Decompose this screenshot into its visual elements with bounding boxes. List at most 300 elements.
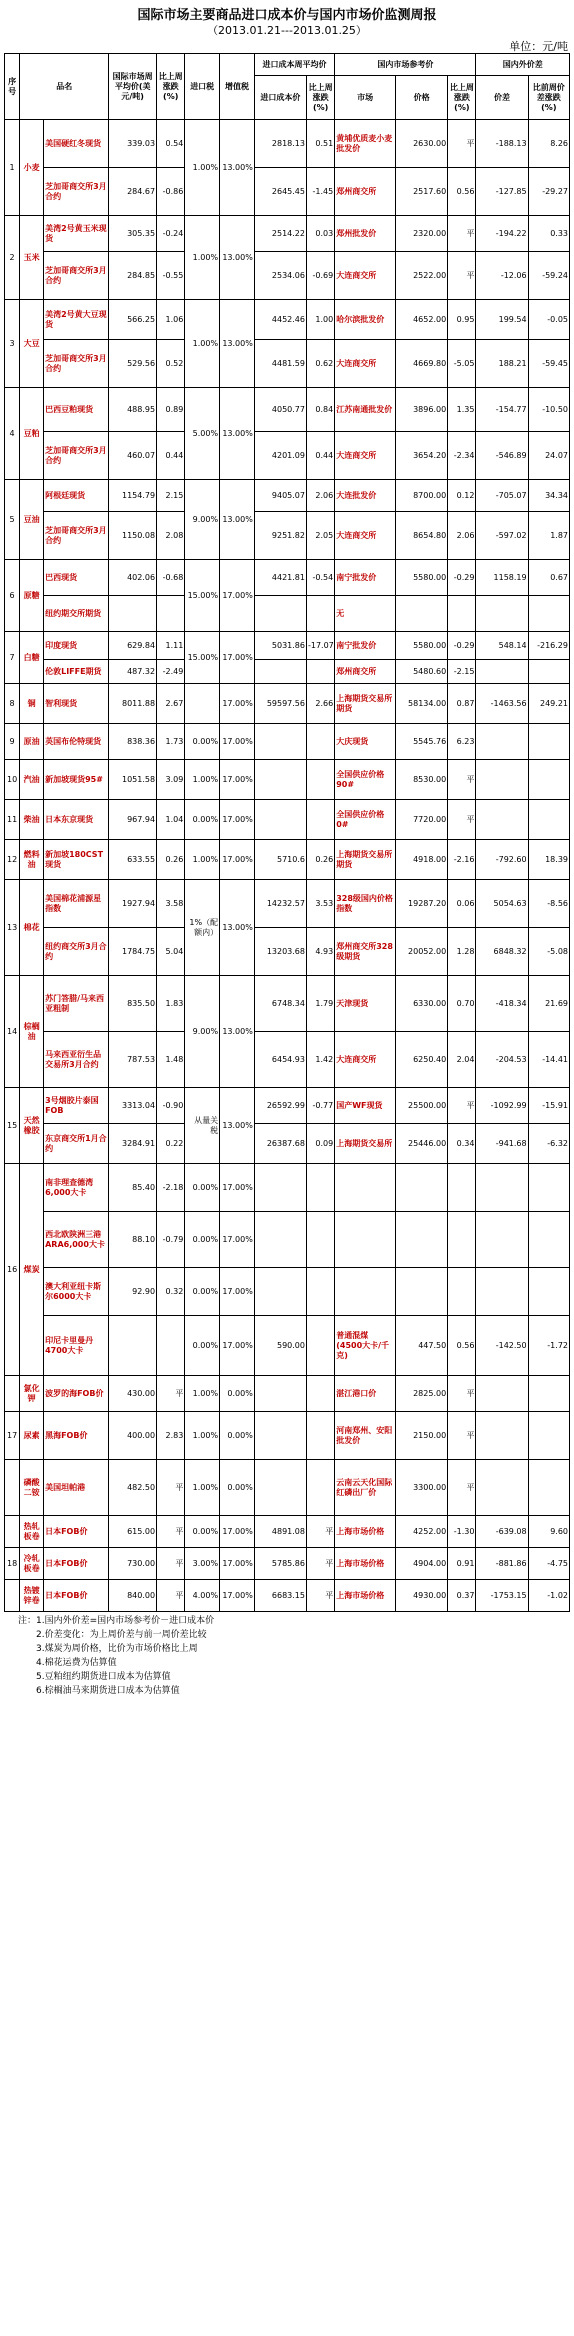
row-intl-change: 2.15 [157,480,185,512]
row-price: 4252.00 [396,1516,448,1548]
row-dom-change: 2.04 [448,1032,476,1088]
row-import-change: 1.42 [306,1032,334,1088]
row-import-change: -17.07 [306,632,334,660]
row-import-change: 0.62 [306,340,334,388]
row-price: 5480.60 [396,660,448,684]
row-tariff: 1.00% [185,216,220,300]
table-body [5,120,570,1612]
row-market: 江苏南通批发价 [335,388,396,432]
row-category: 柴油 [20,800,44,840]
row-tariff: 0.00% [185,724,220,760]
row-intl-price: 488.95 [109,388,157,432]
row-price: 8654.80 [396,512,448,560]
row-intl-change: 2.67 [157,684,185,724]
row-dom-change: -2.16 [448,840,476,880]
row-tariff: 1.00% [185,1376,220,1412]
row-name: 美湾2号黄大豆现货 [44,300,109,340]
row-tariff: 0.00% [185,1316,220,1376]
row-price: 5580.00 [396,632,448,660]
row-intl-price: 566.25 [109,300,157,340]
row-import-change: 0.26 [306,840,334,880]
row-diff: -597.02 [476,512,528,560]
row-vat: 13.00% [220,1088,255,1164]
row-category: 天然橡胶 [20,1088,44,1164]
row-price: 6330.00 [396,976,448,1032]
row-tariff: 0.00% [185,1212,220,1268]
row-name: 芝加哥商交所3月合约 [44,432,109,480]
row-vat: 13.00% [220,120,255,216]
row-diff-change: -1.02 [528,1580,569,1612]
row-intl-change: 2.08 [157,512,185,560]
row-dom-change: -0.29 [448,632,476,660]
row-import-cost [254,800,306,840]
row-price [396,596,448,632]
row-market: 无 [335,596,396,632]
row-dom-change: 6.23 [448,724,476,760]
row-tariff: 15.00% [185,560,220,632]
row-diff: -12.06 [476,252,528,300]
row-intl-change: 0.44 [157,432,185,480]
table-row [5,632,570,660]
table-row [5,1212,570,1268]
row-intl-change: 3.09 [157,760,185,800]
row-vat: 17.00% [220,1212,255,1268]
row-vat: 13.00% [220,976,255,1088]
row-import-change: 2.05 [306,512,334,560]
row-name: 阿根廷现货 [44,480,109,512]
row-price: 2517.60 [396,168,448,216]
row-seq: 4 [5,388,20,480]
row-market: 云南云天化国际红磷出厂价 [335,1460,396,1516]
row-diff-change: -216.29 [528,632,569,660]
unit-label: 单位：元/吨 [509,40,568,53]
row-import-cost [254,724,306,760]
row-intl-change [157,596,185,632]
row-market: 哈尔滨批发价 [335,300,396,340]
row-import-change [306,1316,334,1376]
row-market: 上海期货交易所期货 [335,684,396,724]
row-diff: -881.86 [476,1548,528,1580]
row-price: 4652.00 [396,300,448,340]
row-intl-price: 487.32 [109,660,157,684]
row-intl-change: 3.58 [157,880,185,928]
row-import-change: 平 [306,1516,334,1548]
table-row [5,1460,570,1516]
row-diff-change: -59.45 [528,340,569,388]
row-intl-price: 430.00 [109,1376,157,1412]
row-name: 印尼卡里曼丹4700大卡 [44,1316,109,1376]
row-seq: 1 [5,120,20,216]
row-market: 郑州商交所 [335,168,396,216]
row-diff-change: 0.67 [528,560,569,596]
row-diff: -1463.56 [476,684,528,724]
row-tariff: 9.00% [185,480,220,560]
row-price: 19287.20 [396,880,448,928]
row-market: 大连商交所 [335,432,396,480]
row-dom-change: 1.35 [448,388,476,432]
row-intl-price: 840.00 [109,1580,157,1612]
row-import-cost: 4891.08 [254,1516,306,1548]
row-diff-change: 9.60 [528,1516,569,1548]
row-dom-change: 0.70 [448,976,476,1032]
row-intl-change: -2.18 [157,1164,185,1212]
row-intl-change: -0.86 [157,168,185,216]
row-price: 25500.00 [396,1088,448,1124]
row-diff-change: -8.56 [528,880,569,928]
table-row [5,1412,570,1460]
row-import-change [306,1412,334,1460]
row-intl-price: 835.50 [109,976,157,1032]
row-import-cost: 5785.86 [254,1548,306,1580]
row-import-cost [254,1460,306,1516]
row-market: 328级国内价格指数 [335,880,396,928]
row-intl-price: 88.10 [109,1212,157,1268]
row-diff-change [528,1212,569,1268]
row-category: 燃料油 [20,840,44,880]
row-intl-price: 730.00 [109,1548,157,1580]
row-diff: -154.77 [476,388,528,432]
report-title: 国际市场主要商品进口成本价与国内市场价监测周报 [137,8,437,23]
row-intl-price: 339.03 [109,120,157,168]
row-name: 芝加哥商交所3月合约 [44,252,109,300]
row-vat: 17.00% [220,1268,255,1316]
row-diff [476,660,528,684]
row-import-cost: 9405.07 [254,480,306,512]
row-import-change: -0.77 [306,1088,334,1124]
table-row [5,1088,570,1124]
row-vat: 17.00% [220,1580,255,1612]
row-diff: -194.22 [476,216,528,252]
row-category: 豆粕 [20,388,44,480]
row-diff-change: -15.91 [528,1088,569,1124]
row-diff-change: -10.50 [528,388,569,432]
row-import-cost: 26592.99 [254,1088,306,1124]
row-import-cost [254,1164,306,1212]
table-row [5,1164,570,1212]
row-category: 汽油 [20,760,44,800]
row-price: 20052.00 [396,928,448,976]
row-import-cost [254,1268,306,1316]
row-dom-change: 平 [448,1088,476,1124]
row-dom-change: 平 [448,252,476,300]
row-vat: 0.00% [220,1412,255,1460]
header-intl-price: 国际市场周平均价(美元/吨) [109,54,157,120]
row-import-cost: 4201.09 [254,432,306,480]
row-diff-change [528,660,569,684]
row-name: 芝加哥商交所3月合约 [44,168,109,216]
row-seq [5,1460,20,1516]
row-name: 美国坦帕港 [44,1460,109,1516]
row-dom-change [448,1164,476,1212]
row-diff-change: 24.07 [528,432,569,480]
row-intl-price: 85.40 [109,1164,157,1212]
row-name: 伦敦LIFFE期货 [44,660,109,684]
row-import-cost: 4421.81 [254,560,306,596]
table-row [5,840,570,880]
row-diff-change [528,1376,569,1412]
row-tariff: 0.00% [185,1164,220,1212]
row-vat: 17.00% [220,560,255,632]
row-market: 湛江港口价 [335,1376,396,1412]
row-market: 大连商交所 [335,512,396,560]
row-vat: 17.00% [220,840,255,880]
row-dom-change: 0.91 [448,1548,476,1580]
row-diff-change [528,800,569,840]
row-intl-change: 平 [157,1376,185,1412]
row-import-cost: 590.00 [254,1316,306,1376]
row-import-change: 2.66 [306,684,334,724]
row-market: 大连商交所 [335,1032,396,1088]
row-dom-change: -1.30 [448,1516,476,1548]
row-category: 尿素 [20,1412,44,1460]
row-import-change [306,660,334,684]
header-vat: 增值税 [220,54,255,120]
row-price [396,1212,448,1268]
row-name: 芝加哥商交所3月合约 [44,340,109,388]
row-market: 上海市场价格 [335,1580,396,1612]
row-diff-change: -6.32 [528,1124,569,1164]
row-intl-change: 0.89 [157,388,185,432]
row-name: 波罗的海FOB价 [44,1376,109,1412]
row-intl-change: -0.79 [157,1212,185,1268]
row-price: 3896.00 [396,388,448,432]
row-market: 郑州商交所328级期货 [335,928,396,976]
row-name: 美国棉花浦源星指数 [44,880,109,928]
row-dom-change: 0.06 [448,880,476,928]
price-table [4,53,570,1612]
row-price: 5545.76 [396,724,448,760]
row-import-cost: 2645.45 [254,168,306,216]
header-market: 市场 [335,76,396,120]
row-category: 原糖 [20,560,44,632]
row-name: 新加坡现货95# [44,760,109,800]
row-diff-change [528,760,569,800]
row-market [335,1268,396,1316]
row-name: 芝加哥商交所3月合约 [44,512,109,560]
header-import-group: 进口成本周平均价 [254,54,334,76]
row-diff: 1158.19 [476,560,528,596]
table-row [5,300,570,340]
row-diff: 548.14 [476,632,528,660]
row-intl-change: 1.73 [157,724,185,760]
table-row [5,1580,570,1612]
table-row [5,760,570,800]
table-row [5,660,570,684]
row-name: 南非理查德湾6,000大卡 [44,1164,109,1212]
row-diff: -188.13 [476,120,528,168]
row-category: 白糖 [20,632,44,684]
row-dom-change: 1.28 [448,928,476,976]
header-diff-change: 比前周价差涨跌(%) [528,76,569,120]
row-diff-change: -0.05 [528,300,569,340]
row-market: 大连批发价 [335,480,396,512]
row-intl-price: 8011.88 [109,684,157,724]
row-intl-change: -0.24 [157,216,185,252]
table-row [5,512,570,560]
row-market: 上海市场价格 [335,1516,396,1548]
row-diff-change: 249.21 [528,684,569,724]
row-category: 玉米 [20,216,44,300]
row-intl-price: 1154.79 [109,480,157,512]
row-market: 上海期货交易所期货 [335,840,396,880]
row-intl-price: 1051.58 [109,760,157,800]
row-price: 3300.00 [396,1460,448,1516]
row-market: 全国供应价格0# [335,800,396,840]
row-category: 棉花 [20,880,44,976]
row-import-cost: 4481.59 [254,340,306,388]
row-tariff: 从量关税 [185,1088,220,1164]
row-vat: 13.00% [220,388,255,480]
row-dom-change: 0.12 [448,480,476,512]
row-seq [5,1580,20,1612]
row-category: 磷酸二铵 [20,1460,44,1516]
row-price: 6250.40 [396,1032,448,1088]
header-name: 品名 [20,54,109,120]
row-diff-change: -4.75 [528,1548,569,1580]
row-diff-change [528,596,569,632]
row-vat: 13.00% [220,480,255,560]
row-name: 智利现货 [44,684,109,724]
row-import-cost: 2818.13 [254,120,306,168]
row-import-change: 平 [306,1548,334,1580]
row-market [335,1212,396,1268]
row-intl-change: -0.68 [157,560,185,596]
row-dom-change: 平 [448,760,476,800]
row-seq [5,1516,20,1548]
header-intl-change: 比上周涨跌(%) [157,54,185,120]
row-diff: -546.89 [476,432,528,480]
row-intl-price: 1784.75 [109,928,157,976]
row-price: 8700.00 [396,480,448,512]
row-tariff [185,684,220,724]
row-seq: 6 [5,560,20,632]
table-row [5,168,570,216]
row-dom-change [448,1212,476,1268]
row-import-change [306,724,334,760]
row-market: 河南郑州、安阳批发价 [335,1412,396,1460]
row-intl-change: 1.11 [157,632,185,660]
row-intl-change: -2.49 [157,660,185,684]
row-import-change: 0.44 [306,432,334,480]
row-dom-change: 平 [448,216,476,252]
row-intl-change: 1.04 [157,800,185,840]
row-intl-price: 284.85 [109,252,157,300]
row-name: 3号烟胶片泰国FOB [44,1088,109,1124]
row-intl-price: 529.56 [109,340,157,388]
row-import-change: 0.09 [306,1124,334,1164]
row-import-change: 0.03 [306,216,334,252]
row-market: 郑州商交所 [335,660,396,684]
row-price: 2320.00 [396,216,448,252]
row-import-cost [254,1376,306,1412]
row-import-change [306,1164,334,1212]
row-price: 58134.00 [396,684,448,724]
table-row [5,724,570,760]
row-name: 英国布伦特现货 [44,724,109,760]
row-diff: -705.07 [476,480,528,512]
row-diff: -1092.99 [476,1088,528,1124]
row-intl-change: 平 [157,1516,185,1548]
row-intl-change: 0.22 [157,1124,185,1164]
row-import-cost [254,760,306,800]
row-diff [476,1268,528,1316]
row-market [335,1164,396,1212]
row-import-change [306,800,334,840]
row-dom-change: 0.34 [448,1124,476,1164]
row-vat: 17.00% [220,1548,255,1580]
row-import-change [306,1460,334,1516]
row-seq: 11 [5,800,20,840]
row-diff-change [528,1412,569,1460]
row-tariff: 1.00% [185,1412,220,1460]
row-intl-change: 2.83 [157,1412,185,1460]
row-intl-change: 0.26 [157,840,185,880]
row-diff [476,1164,528,1212]
row-tariff: 5.00% [185,388,220,480]
row-tariff: 0.00% [185,800,220,840]
row-vat: 17.00% [220,684,255,724]
row-intl-price: 284.67 [109,168,157,216]
row-price: 4930.00 [396,1580,448,1612]
row-diff [476,800,528,840]
header-price: 价格 [396,76,448,120]
row-diff-change: -5.08 [528,928,569,976]
row-market: 南宁批发价 [335,560,396,596]
row-tariff: 3.00% [185,1548,220,1580]
row-seq: 2 [5,216,20,300]
row-vat: 17.00% [220,760,255,800]
row-name: 日本FOB价 [44,1516,109,1548]
header-tariff: 进口税 [185,54,220,120]
row-diff [476,1412,528,1460]
table-row [5,1032,570,1088]
row-name: 纽约商交所3月合约 [44,928,109,976]
row-intl-price: 629.84 [109,632,157,660]
table-row [5,1516,570,1548]
row-name: 印度现货 [44,632,109,660]
row-diff-change: -29.27 [528,168,569,216]
row-intl-price: 402.06 [109,560,157,596]
table-row [5,1376,570,1412]
header-import-cost: 进口成本价 [254,76,306,120]
row-diff [476,760,528,800]
row-intl-change: 5.04 [157,928,185,976]
row-dom-change: 0.56 [448,1316,476,1376]
row-price: 2150.00 [396,1412,448,1460]
table-row [5,388,570,432]
row-import-change: 0.51 [306,120,334,168]
header-domestic-group: 国内市场参考价 [335,54,476,76]
row-name: 西北欧陕洲三港ARA6,000大卡 [44,1212,109,1268]
row-diff-change: 34.34 [528,480,569,512]
row-tariff: 0.00% [185,1516,220,1548]
row-price: 4904.00 [396,1548,448,1580]
row-diff [476,724,528,760]
footnote: 3.煤炭为周价格，比价为市场价格比上周 [36,1644,198,1654]
row-dom-change: -0.29 [448,560,476,596]
row-dom-change: 0.56 [448,168,476,216]
table-row [5,1268,570,1316]
row-market: 上海市场价格 [335,1548,396,1580]
row-intl-price: 787.53 [109,1032,157,1088]
row-category: 原油 [20,724,44,760]
row-vat: 13.00% [220,880,255,976]
row-category: 冷轧板卷 [20,1548,44,1580]
report-period: （2013.01.21---2013.01.25） [207,24,367,37]
table-row [5,1316,570,1376]
row-market: 国产WF现货 [335,1088,396,1124]
row-import-cost: 5031.86 [254,632,306,660]
